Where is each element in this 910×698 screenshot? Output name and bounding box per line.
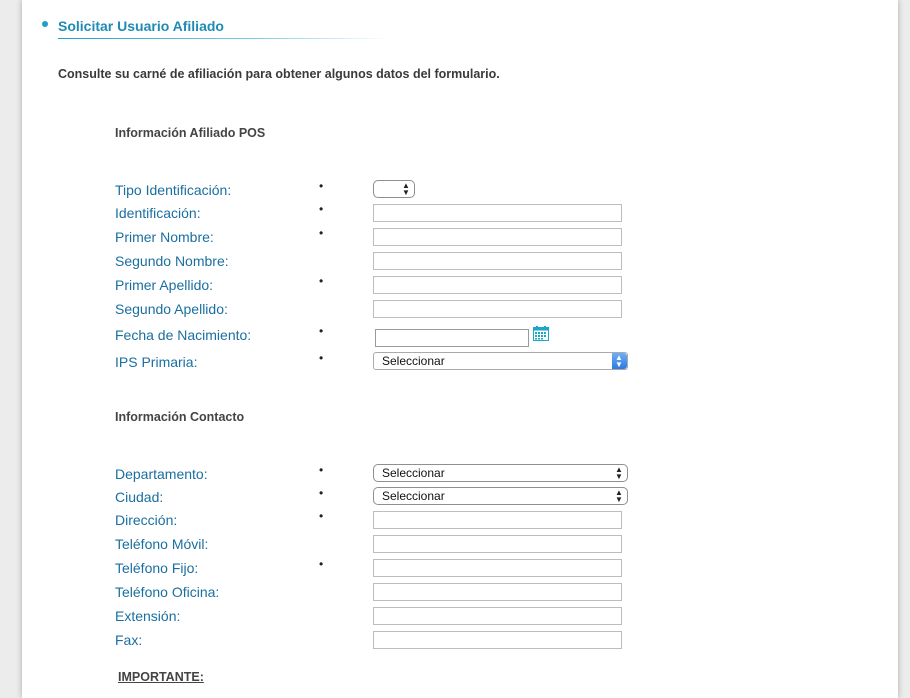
primer-nombre-label: Primer Nombre: [115, 229, 214, 245]
row-segundo-nombre [115, 251, 635, 271]
segundo-apellido-input[interactable] [373, 300, 622, 318]
identificacion-input[interactable] [373, 204, 622, 222]
row-fax [115, 630, 635, 650]
tipo-identificacion-select[interactable] [373, 180, 415, 198]
telefono-oficina-input[interactable] [373, 583, 622, 601]
form-panel [22, 0, 898, 698]
extension-label: Extensión: [115, 608, 181, 624]
primer-apellido-label: Primer Apellido: [115, 277, 214, 293]
fax-input[interactable] [373, 631, 622, 649]
required-marker: • [319, 202, 324, 216]
primer-nombre-input[interactable] [373, 228, 622, 246]
telefono-movil-input[interactable] [373, 535, 622, 553]
departamento-value: Seleccionar [382, 466, 445, 480]
fax-label: Fax: [115, 632, 143, 648]
row-ciudad [115, 487, 635, 507]
required-marker: • [319, 463, 324, 477]
calendar-icon[interactable] [533, 326, 549, 341]
telefono-movil-label: Teléfono Móvil: [115, 536, 209, 552]
row-telefono-fijo [115, 558, 635, 578]
select-arrows-icon: ▲ ▼ [615, 488, 623, 504]
row-direccion [115, 510, 635, 530]
primer-apellido-input[interactable] [373, 276, 622, 294]
segundo-nombre-label: Segundo Nombre: [115, 253, 229, 269]
fecha-nacimiento-label: Fecha de Nacimiento: [115, 327, 252, 343]
segundo-apellido-label: Segundo Apellido: [115, 301, 228, 317]
ciudad-select[interactable] [373, 487, 628, 505]
title-underline [58, 38, 388, 39]
important-heading: IMPORTANTE: [118, 670, 204, 684]
page-title: Solicitar Usuario Afiliado [58, 18, 224, 34]
identificacion-label: Identificación: [115, 205, 201, 221]
row-extension [115, 606, 635, 626]
required-marker: • [319, 557, 324, 571]
row-segundo-apellido [115, 299, 635, 319]
row-ips-primaria [115, 352, 635, 372]
telefono-fijo-input[interactable] [373, 559, 622, 577]
select-stepper-icon: ▲ ▼ [612, 353, 627, 369]
select-arrows-icon: ▲ ▼ [615, 465, 623, 481]
tipo-identificacion-label: Tipo Identificación: [115, 182, 232, 198]
row-fecha-nacimiento [115, 325, 635, 345]
required-marker: • [319, 179, 324, 193]
segundo-nombre-input[interactable] [373, 252, 622, 270]
required-marker: • [319, 274, 324, 288]
intro-text: Consulte su carné de afiliación para obtener algunos datos del formulario. [58, 67, 500, 81]
required-marker: • [319, 351, 324, 365]
row-identificacion [115, 203, 635, 223]
row-departamento [115, 464, 635, 484]
row-primer-apellido [115, 275, 635, 295]
row-telefono-movil [115, 534, 635, 554]
direccion-input[interactable] [373, 511, 622, 529]
departamento-select[interactable] [373, 464, 628, 482]
extension-input[interactable] [373, 607, 622, 625]
section-heading-contacto: Información Contacto [115, 410, 245, 424]
ciudad-label: Ciudad: [115, 489, 164, 505]
ciudad-value: Seleccionar [382, 489, 445, 503]
row-tipo-identificacion [115, 180, 635, 200]
telefono-fijo-label: Teléfono Fijo: [115, 560, 199, 576]
required-marker: • [319, 509, 324, 523]
required-marker: • [319, 226, 324, 240]
departamento-label: Departamento: [115, 466, 208, 482]
row-telefono-oficina [115, 582, 635, 602]
ips-primaria-label: IPS Primaria: [115, 354, 198, 370]
ips-primaria-value: Seleccionar [382, 354, 445, 368]
direccion-label: Dirección: [115, 512, 178, 528]
select-arrows-icon: ▲ ▼ [402, 181, 410, 197]
fecha-nacimiento-input[interactable] [375, 329, 529, 347]
required-marker: • [319, 486, 324, 500]
section-heading-afiliado: Información Afiliado POS [115, 126, 266, 140]
bullet-icon [42, 21, 48, 27]
ips-primaria-select[interactable] [373, 352, 628, 370]
telefono-oficina-label: Teléfono Oficina: [115, 584, 220, 600]
row-primer-nombre [115, 227, 635, 247]
required-marker: • [319, 324, 324, 338]
